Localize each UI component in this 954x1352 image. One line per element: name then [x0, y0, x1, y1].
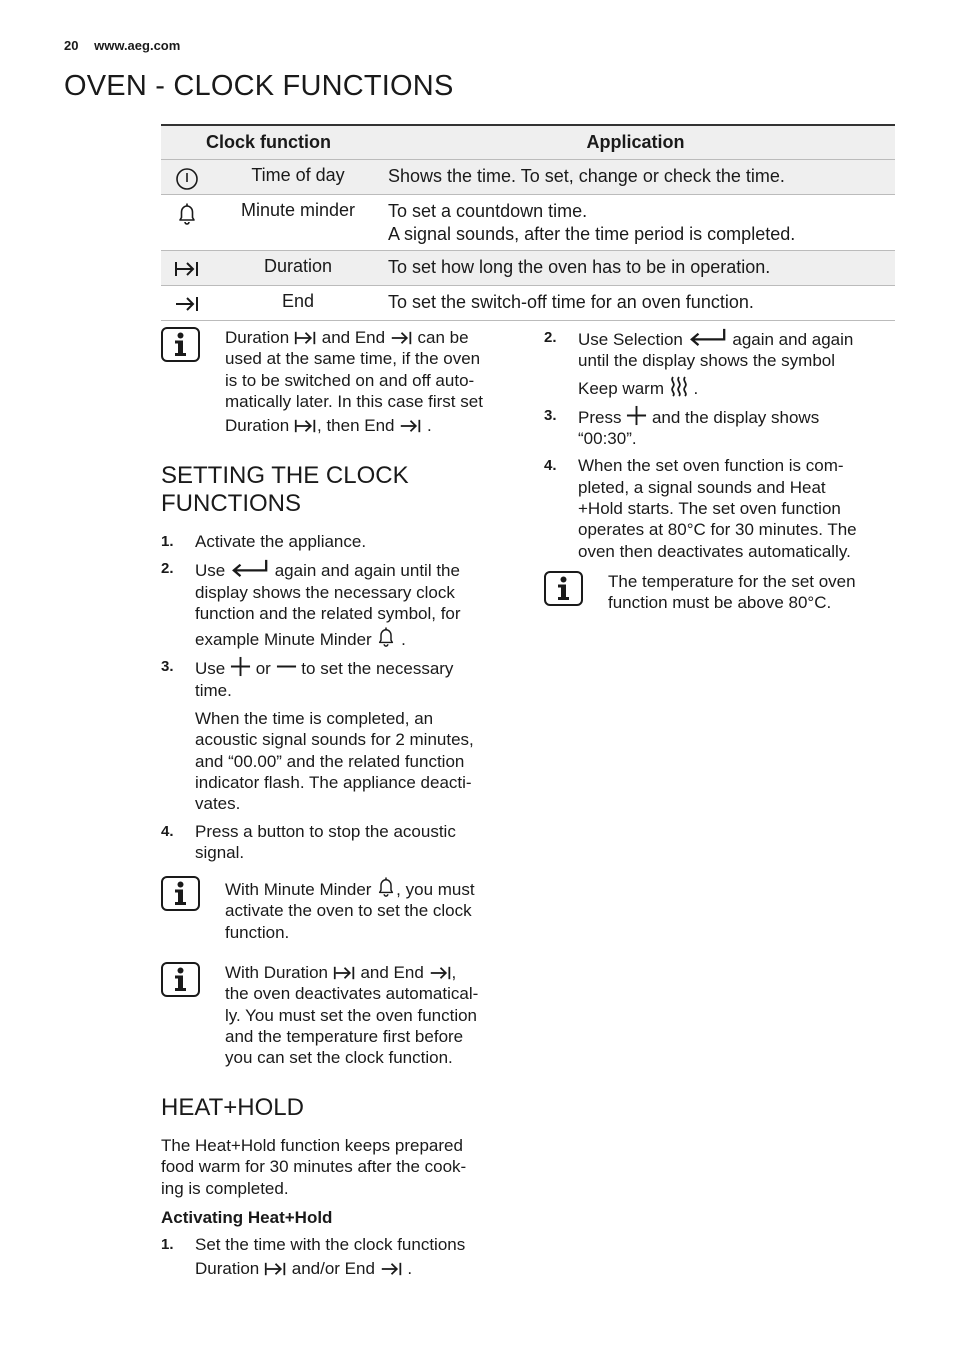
- plus-icon: [230, 656, 251, 677]
- table-row: [161, 286, 895, 321]
- clock-function-table: [161, 124, 895, 321]
- bell-icon: [376, 626, 396, 648]
- plus-icon: [626, 405, 647, 426]
- heathold-steps-continued: [544, 327, 894, 568]
- function-name: End: [281, 291, 315, 311]
- page-header: [64, 38, 180, 53]
- function-name: Minute minder: [240, 200, 356, 220]
- keep-warm-icon: [669, 375, 689, 397]
- end-icon: [399, 418, 422, 434]
- selection-icon: [688, 327, 728, 348]
- info-note-duration-end: Duration and End can be used at the same time, if the oven is to be switched on and off auto- matically later. In this case first set Duration , then End .: [161, 327, 511, 436]
- heathold-intro: The Heat+Hold function keeps prepared food warm for 30 minutes after the cook- ing is completed.: [161, 1136, 467, 1198]
- list-item: 2. Use again and again until the display shows the necessary clock function and the related symbol, for example Minute Minder .: [161, 560, 461, 650]
- function-name: Duration: [263, 256, 333, 276]
- end-icon: [380, 1261, 403, 1277]
- clock-icon: [175, 167, 199, 191]
- table-row: [161, 160, 895, 195]
- function-application: To set how long the oven has to be in operation.: [388, 257, 771, 277]
- list-item: 3. Use or to set the necessary time. When the time is completed, an acoustic signal sounds for 2 minutes, and “00.00” and the related function indicator flash. The appliance deacti- vates.: [161, 656, 511, 814]
- duration-icon: [264, 1261, 287, 1277]
- section-heading-heathold: HEAT+HOLD: [161, 1094, 304, 1121]
- info-note-temperature: The temperature for the set oven function must be above 80°C.: [544, 571, 894, 614]
- bell-icon: [376, 876, 396, 898]
- application-line: To set a countdown time.: [388, 201, 588, 221]
- table-header-row: [161, 126, 895, 160]
- section-heading-setting: SETTING THE CLOCK FUNCTIONS: [161, 462, 409, 517]
- header-application: Application: [586, 132, 685, 152]
- function-application: To set the switch-off time for an oven function.: [388, 292, 754, 312]
- duration-icon: [294, 330, 317, 346]
- end-icon: [174, 295, 200, 313]
- info-icon: [544, 571, 584, 607]
- heathold-steps: [161, 1234, 511, 1286]
- duration-icon: [174, 260, 200, 278]
- duration-icon: [333, 965, 356, 981]
- header-clock-function: Clock function: [206, 132, 331, 152]
- bell-icon: [176, 202, 198, 226]
- info-icon: [161, 962, 201, 998]
- list-item: 4. When the set oven function is com- pleted, a signal sounds and Heat +Hold starts. The set oven function operates at 80°C for 30 minutes. The oven then deactivates automatically.: [544, 456, 857, 561]
- end-icon: [429, 965, 452, 981]
- list-item: 2. Use Selection again and again until the display shows the symbol Keep warm .: [544, 329, 854, 398]
- list-item: 3. Press and the display shows “00:30”.: [544, 406, 820, 449]
- function-application: [383, 195, 895, 250]
- end-icon: [390, 330, 413, 346]
- duration-icon: [294, 418, 317, 434]
- table-row: [161, 251, 895, 286]
- info-icon: [161, 876, 201, 912]
- page-title: OVEN - CLOCK FUNCTIONS: [64, 70, 454, 102]
- list-item: 1. Set the time with the clock functions Duration and/or End .: [161, 1235, 466, 1279]
- website-url: www.aeg.com: [94, 38, 181, 53]
- minus-icon: [276, 656, 297, 677]
- function-name: Time of day: [251, 165, 345, 185]
- function-application: Shows the time. To set, change or check the time.: [388, 166, 785, 186]
- completion-note: When the time is completed, an acoustic signal sounds for 2 minutes, and “00.00” and the related function indicator flash. The appliance deacti- vates.: [195, 709, 474, 814]
- info-icon: [161, 327, 201, 363]
- list-item: 4. Press a button to stop the acoustic signal.: [161, 821, 456, 862]
- info-note-minute-minder: With Minute Minder , you must activate the oven to set the clock function.: [161, 876, 511, 943]
- selection-icon: [230, 558, 270, 579]
- table-row: [161, 195, 895, 251]
- list-item: 1. Activate the appliance.: [161, 532, 367, 551]
- application-line: A signal sounds, after the time period is completed.: [388, 224, 796, 244]
- info-note-auto-deactivate: With Duration and End , the oven deactivates automatical- ly. You must set the oven function and the temperature first before you can set the clock function.: [161, 962, 511, 1068]
- subheading-activating: Activating Heat+Hold: [161, 1208, 333, 1227]
- setting-steps: [161, 531, 511, 869]
- page-number: 20: [64, 38, 79, 53]
